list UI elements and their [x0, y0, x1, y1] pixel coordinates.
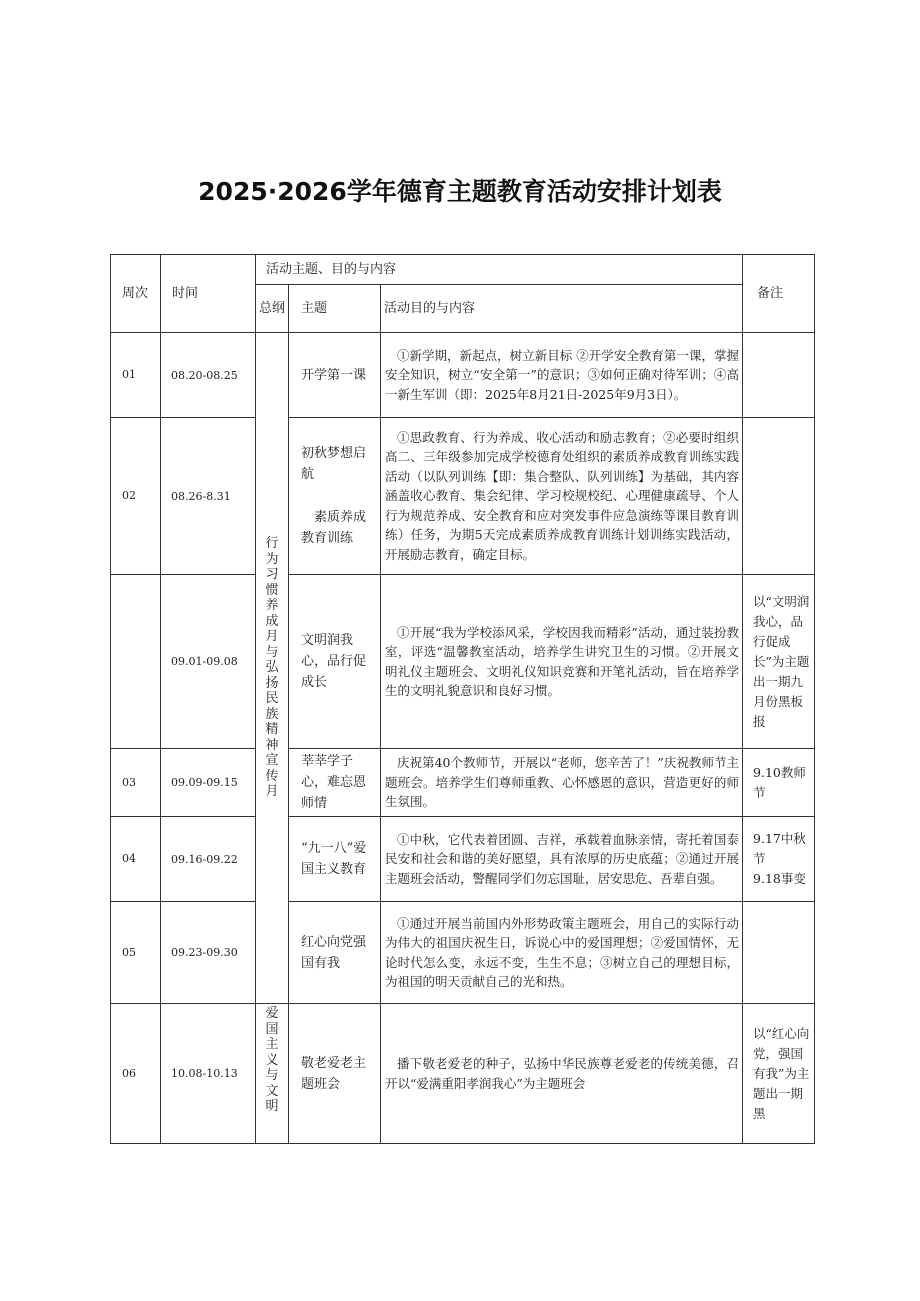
week-cell: 04	[111, 817, 161, 902]
header-group: 活动主题、目的与内容	[256, 255, 743, 285]
time-cell: 09.16-09.22	[161, 817, 256, 902]
topic-cell: 莘莘学子心，难忘恩师情	[289, 749, 381, 817]
table-row	[111, 333, 815, 418]
topic-cell	[289, 418, 381, 575]
week-cell: 01	[111, 333, 161, 418]
content-cell: ①中秋，它代表着团圆、吉祥，承载着血脉亲情，寄托着国泰民安和社会和谐的美好愿望，具有浓厚的历史底蕴；②通过开展主题班会活动，警醒同学们勿忘国耻，居安思危、吾辈自强。	[381, 817, 743, 902]
time-cell: 08.26-8.31	[161, 418, 256, 575]
content-cell: 播下敬老爱老的种子，弘扬中华民族尊老爱老的传统美德，召开以“爱满重阳孝润我心”为主题班会	[381, 1004, 743, 1144]
table-row	[111, 418, 815, 575]
table-row	[111, 817, 815, 902]
note-cell: 以“文明润我心，品行促成长”为主题出一期九月份黑板报	[743, 575, 815, 749]
time-cell: 09.01-09.08	[161, 575, 256, 749]
time-cell: 09.09-09.15	[161, 749, 256, 817]
time-cell: 09.23-09.30	[161, 902, 256, 1004]
topic-line-1: 初秋梦想启航	[301, 446, 367, 482]
note-cell: 9.10教师节	[743, 749, 815, 817]
time-cell: 08.20-08.25	[161, 333, 256, 418]
outline-cell-2	[256, 1004, 289, 1144]
time-cell: 10.08-10.13	[161, 1004, 256, 1144]
header-outline: 总纲	[256, 285, 289, 333]
content-cell: ①思政教育、行为养成、收心活动和励志教育；②必要时组织高二、三年级参加完成学校德育处组织的素质养成教育训练实践活动（以队列训练【即：集合整队、队列训练】为基础，其内容涵盖收心教育、集会纪律、学习校规校纪、心理健康疏导、个人行为规范养成、安全教育和应对突发事件应急演练等课目教育训练）任务，为期5天完成素质养成教育训练计划训练实践活动，开展励志教育，确定目标。	[381, 418, 743, 575]
topic-cell: 敬老爱老主题班会	[289, 1004, 381, 1144]
table-row	[111, 1004, 815, 1144]
week-cell: 02	[111, 418, 161, 575]
header-topic: 主题	[289, 285, 381, 333]
week-cell: 05	[111, 902, 161, 1004]
header-time: 时间	[161, 255, 256, 333]
header-note: 备注	[743, 255, 815, 333]
outline-text-1: 行为习惯养成月与弘扬民族精神宣传月	[265, 536, 279, 800]
topic-line-2: 素质养成教育训练	[301, 510, 367, 546]
note-cell: 以“红心向党，强国有我”为主题出一期黑	[743, 1004, 815, 1144]
topic-cell: “九一八”爱国主义教育	[289, 817, 381, 902]
content-cell: ①新学期，新起点，树立新目标 ②开学安全教育第一课，掌握安全知识，树立“安全第一”的意识；③如何正确对待军训；④高一新生军训（即：2025年8月21日-2025年9月3日）。	[381, 333, 743, 418]
note-cell	[743, 418, 815, 575]
header-content: 活动目的与内容	[381, 285, 743, 333]
topic-cell: 红心向党强国有我	[289, 902, 381, 1004]
table-row	[111, 575, 815, 749]
table-row	[111, 749, 815, 817]
outline-cell-1	[256, 333, 289, 1004]
topic-cell: 文明润我心，品行促成长	[289, 575, 381, 749]
activity-plan-table	[110, 254, 815, 1144]
week-cell: 06	[111, 1004, 161, 1144]
note-cell	[743, 902, 815, 1004]
content-cell: 庆祝第40个教师节，开展以“老师，您辛苦了！”庆祝教师节主题班会。培养学生们尊师重教、心怀感恩的意识，营造更好的师生氛围。	[381, 749, 743, 817]
week-cell	[111, 575, 161, 749]
note-line-2: 9.18事变	[753, 871, 806, 886]
outline-text-2: 爱国主义与文明	[265, 1006, 279, 1114]
note-line-1: 9.17中秋节	[753, 831, 806, 866]
page-title: 2025·2026学年德育主题教育活动安排计划表	[198, 177, 722, 206]
note-cell	[743, 333, 815, 418]
table-row	[111, 902, 815, 1004]
note-cell	[743, 817, 815, 902]
content-cell: ①开展“我为学校添风采，学校因我而精彩”活动，通过装扮教室，评选“温馨教室活动，培养学生讲究卫生的习惯。②开展文明礼仪主题班会、文明礼仪知识竞赛和开笔礼活动，旨在培养学生的文明礼貌意识和良好习惯。	[381, 575, 743, 749]
topic-cell: 开学第一课	[289, 333, 381, 418]
week-cell: 03	[111, 749, 161, 817]
content-cell: ①通过开展当前国内外形势政策主题班会，用自己的实际行动为伟大的祖国庆祝生日，诉说心中的爱国理想；②爱国情怀，无论时代怎么变，永远不变，生生不息；③树立自己的理想目标，为祖国的明天贡献自己的光和热。	[381, 902, 743, 1004]
header-row-1	[111, 255, 815, 285]
header-week: 周次	[111, 255, 161, 333]
